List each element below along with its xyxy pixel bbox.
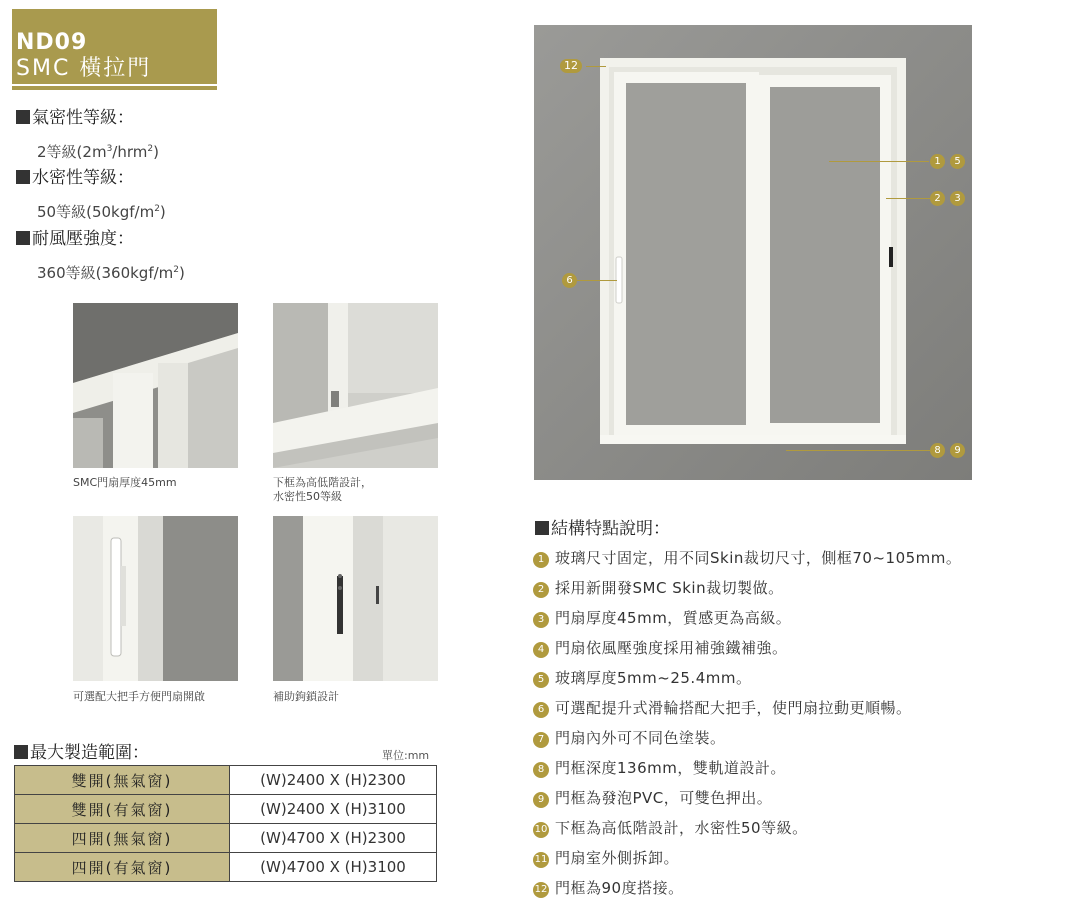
list-item: 5 玻璃厚度5mm~25.4mm。 xyxy=(533,665,1068,695)
features-list xyxy=(533,545,1068,905)
list-item: 7 門扇內外可不同色塗裝。 xyxy=(533,725,1068,755)
list-item: 12 門框為90度搭接。 xyxy=(534,879,684,897)
thumbnail-caption-1: SMC門扇厚度45mm xyxy=(73,476,177,489)
sliding-door-illustration xyxy=(534,25,972,480)
callout-line xyxy=(886,198,930,199)
number-badge-icon: 4 xyxy=(533,642,549,658)
table-cell-value: (W)2400 X (H)2300 xyxy=(230,766,437,795)
callout-line xyxy=(577,280,617,281)
spec-watertight-label: 水密性等級： xyxy=(16,168,134,188)
callout-12: 12 xyxy=(560,59,582,73)
number-badge-icon: 7 xyxy=(533,732,549,748)
square-bullet-icon xyxy=(535,521,549,535)
spec-wind-value: 360等級$(360kgf/m^2)$ xyxy=(37,264,185,282)
number-badge-icon: 8 xyxy=(533,762,549,778)
table-row xyxy=(15,795,437,824)
list-item: 8 門框深度136mm，雙軌道設計。 xyxy=(533,755,1068,785)
callout-8: 8 xyxy=(930,443,945,458)
table-cell-value: (W)4700 X (H)3100 xyxy=(230,853,437,882)
callout-1: 1 xyxy=(930,154,945,169)
table-row xyxy=(15,766,437,795)
list-item: 10 下框為高低階設計，水密性50等級。 xyxy=(534,819,808,837)
list-item: 3 門扇厚度45mm，質感更為高級。 xyxy=(533,605,1068,635)
list-item: 2 採用新開發SMC Skin裁切製做。 xyxy=(533,575,1068,605)
callout-line xyxy=(586,66,606,67)
hook-lock-photo xyxy=(273,516,438,681)
handle-photo xyxy=(73,516,238,681)
thumbnail-caption-2: 下框為高低階設計， 水密性50等級 xyxy=(273,476,372,503)
thumbnail-door-thickness xyxy=(73,303,238,468)
model-code: ND09 xyxy=(16,30,88,55)
callout-9: 9 xyxy=(950,443,965,458)
list-item: 1 玻璃尺寸固定，用不同Skin裁切尺寸，側框70~105mm。 xyxy=(533,545,1068,575)
thumbnail-handle xyxy=(73,516,238,681)
number-badge-icon: 1 xyxy=(533,552,549,568)
size-table-unit: 單位:mm xyxy=(382,749,430,762)
square-bullet-icon xyxy=(16,231,30,245)
title-block xyxy=(12,9,217,90)
spec-watertight-value: 50等級$(50kgf/m^2)$ xyxy=(37,203,166,221)
spec-airtight-label: 氣密性等級： xyxy=(16,108,134,128)
table-cell-value: (W)4700 X (H)2300 xyxy=(230,824,437,853)
number-badge-icon: 10 xyxy=(533,822,549,838)
number-badge-icon: 9 xyxy=(533,792,549,808)
table-row xyxy=(15,824,437,853)
features-title: 結構特點說明： xyxy=(535,514,670,539)
size-table-title: 最大製造範圍： xyxy=(14,738,149,763)
table-cell-label: 雙開(無氣窗) xyxy=(15,766,230,795)
table-cell-label: 四開(有氣窗) xyxy=(15,853,230,882)
thumbnail-caption-3: 可選配大把手方便門扇開啟 xyxy=(73,690,205,703)
list-item: 6 可選配提升式滑輪搭配大把手，使門扇拉動更順暢。 xyxy=(533,695,1068,725)
bottom-frame-photo xyxy=(273,303,438,468)
callout-5: 5 xyxy=(950,154,965,169)
number-badge-icon: 11 xyxy=(533,852,549,868)
thumbnail-caption-4: 補助鉤鎖設計 xyxy=(273,690,339,703)
square-bullet-icon xyxy=(14,745,28,759)
callout-2: 2 xyxy=(930,191,945,206)
square-bullet-icon xyxy=(16,110,30,124)
number-badge-icon: 6 xyxy=(533,702,549,718)
list-item: 11 門扇室外側拆卸。 xyxy=(534,849,680,867)
number-badge-icon: 2 xyxy=(533,582,549,598)
thumbnail-bottom-frame xyxy=(273,303,438,468)
spec-wind-label: 耐風壓強度： xyxy=(16,229,134,249)
callout-line xyxy=(829,161,929,162)
door-corner-photo xyxy=(73,303,238,468)
table-cell-label: 雙開(有氣窗) xyxy=(15,795,230,824)
product-name: SMC 橫拉門 xyxy=(16,56,152,81)
spec-airtight-value: 2等級$(2m^3/hrm^2)$ xyxy=(37,143,159,161)
title-underline xyxy=(12,84,217,86)
square-bullet-icon xyxy=(16,170,30,184)
main-door-photo xyxy=(534,25,972,480)
list-item: 4 門扇依風壓強度採用補強鐵補強。 xyxy=(533,635,1068,665)
size-table xyxy=(14,765,437,882)
callout-6: 6 xyxy=(562,273,577,288)
table-cell-label: 四開(無氣窗) xyxy=(15,824,230,853)
callout-3: 3 xyxy=(950,191,965,206)
thumbnail-hook-lock xyxy=(273,516,438,681)
number-badge-icon: 3 xyxy=(533,612,549,628)
number-badge-icon: 5 xyxy=(533,672,549,688)
number-badge-icon: 12 xyxy=(533,882,549,898)
table-row xyxy=(15,853,437,882)
table-cell-value: (W)2400 X (H)3100 xyxy=(230,795,437,824)
list-item: 9 門框為發泡PVC，可雙色押出。 xyxy=(533,785,1068,815)
callout-line xyxy=(786,450,930,451)
